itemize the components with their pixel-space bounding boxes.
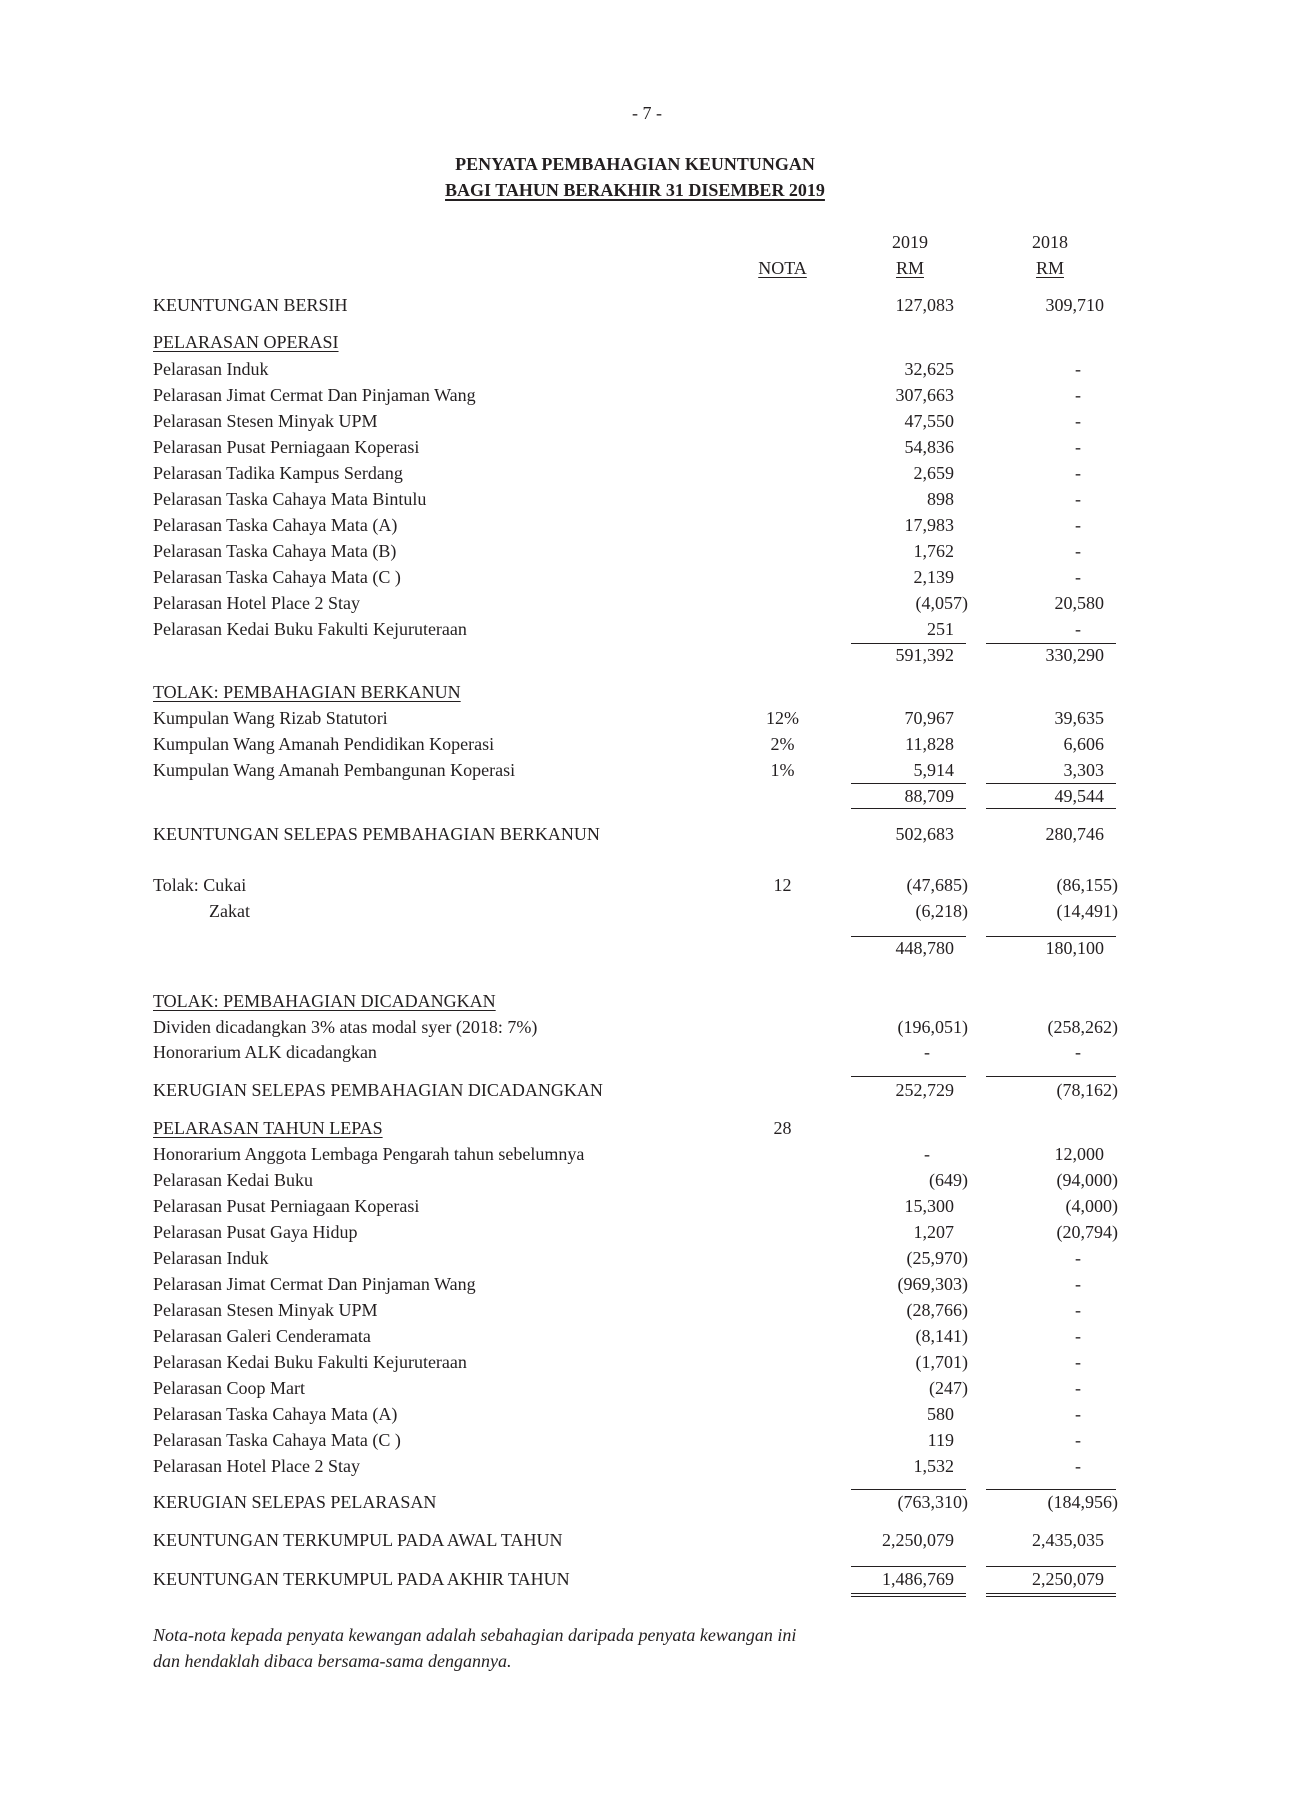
page-number: - 7 - [632,103,662,123]
statement-title: PENYATA PEMBAHAGIAN KEUNTUNGAN [455,154,815,174]
value-2018-text: (86,155 [1056,875,1112,895]
subtotal-rule-2019 [851,643,966,644]
col-header-2018: 2018 [1032,232,1068,252]
value-2019-text: 1,762 [913,541,954,561]
heading-prior-year-adjustments: PELARASAN TAHUN LEPAS [153,1118,383,1138]
total-rule-2018 [986,808,1116,809]
value-2018-text: 6,606 [1063,734,1104,754]
subtotal-rule-2018 [986,783,1116,784]
heading-statutory-distribution: TOLAK: PEMBAHAGIAN BERKANUN [153,682,461,702]
value-2019-text: (1,701 [915,1352,962,1372]
row-label: Pelarasan Stesen Minyak UPM [153,411,378,431]
subtotal-rule-2019 [851,936,966,937]
value-2018: - [1075,515,1081,535]
value-2018: (20,794) [1056,1222,1118,1242]
row-label: Pelarasan Galeri Cenderamata [153,1326,371,1346]
row-label: Pelarasan Pusat Perniagaan Koperasi [153,437,420,457]
value-2019 [820,761,962,779]
value-2019-text: 591,392 [895,645,954,665]
value-2019-text: (969,303 [897,1274,962,1294]
row-label: Pelarasan Hotel Place 2 Stay [153,593,360,613]
value-2018-text: 2,250,079 [1032,1569,1104,1589]
value-2019 [820,568,962,586]
value-2018: - [1075,1248,1081,1268]
value-2018-text: (4,000 [1065,1196,1112,1216]
value-2019-text: 307,663 [895,385,954,405]
value-2019 [820,1431,962,1449]
value-2019: (247) [929,1378,968,1398]
value-2018: - [1075,411,1081,431]
value-2018-text: 280,746 [1045,824,1104,844]
value-2019-text: 1,207 [913,1222,954,1242]
double-rule-2019 [851,1593,966,1597]
row-zakat-label: Zakat [209,901,250,921]
value-2018-text: 39,635 [1054,708,1104,728]
heading-operational-adjustments: PELARASAN OPERASI [153,332,339,352]
value-2019-text: 2,250,079 [882,1530,954,1550]
value-2018-text: 49,544 [1054,786,1104,806]
value-2019-text: 2,139 [913,567,954,587]
value-2019-text: 17,983 [904,515,954,535]
value-2019 [820,1531,962,1549]
value-2018: - [1075,541,1081,561]
value-2019-text: (47,685 [906,875,962,895]
value-2018: (258,262) [1047,1017,1118,1037]
value-2019-text: 252,729 [895,1080,954,1100]
value-2018: (4,000) [1065,1196,1118,1216]
statement-period: BAGI TAHUN BERAKHIR 31 DISEMBER 2019 [445,180,825,200]
value-2018: - [1075,489,1081,509]
value-2019: (28,766) [906,1300,968,1320]
row-label: Honorarium ALK dicadangkan [153,1042,377,1062]
row-label: Pelarasan Pusat Gaya Hidup [153,1222,358,1242]
value-2019: (196,051) [897,1017,968,1037]
value-2019-text: (4,057 [915,593,962,613]
row-label: Pelarasan Induk [153,1248,269,1268]
value-2019-text: 2,659 [913,463,954,483]
footer-note-line1: Nota-nota kepada penyata kewangan adalah sebahagian daripada penyata kewangan ini [153,1625,797,1645]
value-2019 [820,360,962,378]
value-2019-text: 1,486,769 [882,1569,954,1589]
value-2018 [970,735,1112,753]
value-2018: - [1075,359,1081,379]
value-2018 [970,787,1112,805]
value-2019-text: 502,683 [895,824,954,844]
value-2019-text: 32,625 [904,359,954,379]
value-2018-text: (78,162 [1056,1080,1112,1100]
row-net-profit-label: KEUNTUNGAN BERSIH [153,295,348,315]
row-label: Dividen dicadangkan 3% atas modal syer (2018: 7%) [153,1017,538,1037]
total-rule-2019 [851,808,966,809]
subtotal-rule-2018 [986,1489,1116,1490]
value-2019: (6,218) [915,901,968,921]
value-2019: - [924,1042,930,1062]
row-profit-after-statutory-label: KEUNTUNGAN SELEPAS PEMBAHAGIAN BERKANUN [153,824,600,844]
value-2018-text: 20,580 [1054,593,1104,613]
value-2019-text: 5,914 [913,760,954,780]
value-2019-text: 119 [927,1430,954,1450]
value-2019 [820,438,962,456]
row-label: Pelarasan Kedai Buku Fakulti Kejuruteraan [153,1352,467,1372]
value-2018-text: (184,956 [1047,1492,1112,1512]
row-label: Kumpulan Wang Rizab Statutori [153,708,388,728]
value-2019 [820,620,962,638]
value-2019 [820,464,962,482]
value-2019 [820,787,962,805]
row-label: Pelarasan Jimat Cermat Dan Pinjaman Wang [153,385,476,405]
value-2018 [970,939,1112,957]
value-2019-text: 47,550 [904,411,954,431]
value-2019: (8,141) [915,1326,968,1346]
double-rule-2018 [986,1593,1116,1597]
value-2019: (25,970) [906,1248,968,1268]
row-label: Pelarasan Taska Cahaya Mata (C ) [153,1430,401,1450]
row-loss-after-proposed-label: KERUGIAN SELEPAS PEMBAHAGIAN DICADANGKAN [153,1080,603,1100]
row-label: Kumpulan Wang Amanah Pembangunan Koperasi [153,760,516,780]
nota-value: 12 [773,875,792,895]
value-2019 [820,1197,962,1215]
value-2018: - [1075,1430,1081,1450]
value-2019 [820,735,962,753]
value-2018: (86,155) [1056,875,1118,895]
value-2018: - [1075,1378,1081,1398]
value-2018-text: 2,435,035 [1032,1530,1104,1550]
value-2019: (47,685) [906,875,968,895]
value-2018: - [1075,1352,1081,1372]
value-2018-text: 180,100 [1045,938,1104,958]
value-2019-text: 15,300 [904,1196,954,1216]
value-2018: - [1075,1042,1081,1062]
value-2018 [970,1570,1112,1588]
value-2018 [970,825,1112,843]
row-label: Pelarasan Taska Cahaya Mata (C ) [153,567,401,587]
value-2019-text: (763,310 [897,1492,962,1512]
value-2019 [820,646,962,664]
subtotal-rule-2019 [851,1489,966,1490]
value-2018-text: (94,000 [1056,1170,1112,1190]
value-2019 [820,490,962,508]
row-loss-after-adjustments-label: KERUGIAN SELEPAS PELARASAN [153,1492,437,1512]
value-2018: - [1075,437,1081,457]
heading-proposed-distribution: TOLAK: PEMBAHAGIAN DICADANGKAN [153,991,496,1011]
value-2018: - [1075,1300,1081,1320]
value-2019-text: (247 [929,1378,962,1398]
value-2019-text: 1,532 [913,1456,954,1476]
value-2019: (649) [929,1170,968,1190]
value-2018: - [1075,463,1081,483]
row-label: Pelarasan Jimat Cermat Dan Pinjaman Wang [153,1274,476,1294]
row-label: Pelarasan Stesen Minyak UPM [153,1300,378,1320]
subtotal-rule-2018 [986,643,1116,644]
value-2019: (763,310) [897,1492,968,1512]
subtotal-rule-2019 [851,783,966,784]
value-2019-text: (196,051 [897,1017,962,1037]
row-label: Pelarasan Taska Cahaya Mata Bintulu [153,489,427,509]
row-retained-opening-label: KEUNTUNGAN TERKUMPUL PADA AWAL TAHUN [153,1530,563,1550]
value-2019 [820,386,962,404]
value-2019-text: (28,766 [906,1300,962,1320]
value-2018-text: 330,290 [1045,645,1104,665]
value-2019 [820,1223,962,1241]
value-2019-text: (6,218 [915,901,962,921]
value-2019: (4,057) [915,593,968,613]
row-label: Pelarasan Taska Cahaya Mata (A) [153,515,398,535]
value-2018-text: 3,303 [1063,760,1104,780]
col-header-2019: 2019 [892,232,928,252]
value-2018-text: 309,710 [1045,295,1104,315]
subtotal-rule-2018 [986,1076,1116,1077]
value-2018 [970,296,1112,314]
nota-value: 1% [770,760,795,780]
value-2018 [970,646,1112,664]
value-2019 [820,1570,962,1588]
row-label: Pelarasan Taska Cahaya Mata (A) [153,1404,398,1424]
value-2018-text: 12,000 [1054,1144,1104,1164]
row-label: Kumpulan Wang Amanah Pendidikan Koperasi [153,734,495,754]
col-header-rm-2018: RM [1035,258,1064,278]
value-2018: - [1075,385,1081,405]
value-2019-text: 127,083 [895,295,954,315]
value-2018 [970,1145,1112,1163]
value-2019-text: 11,828 [905,734,954,754]
value-2018: - [1075,1326,1081,1346]
value-2018: - [1075,1456,1081,1476]
nota-value: 28 [773,1118,792,1138]
value-2019-text: (649 [929,1170,962,1190]
row-label: Pelarasan Kedai Buku Fakulti Kejuruteraan [153,619,467,639]
value-2018: - [1075,567,1081,587]
value-2019-text: 580 [927,1404,954,1424]
nota-value: 2% [770,734,795,754]
value-2019-text: 448,780 [895,938,954,958]
row-label: Pelarasan Hotel Place 2 Stay [153,1456,360,1476]
value-2019 [820,542,962,560]
row-label: Pelarasan Taska Cahaya Mata (B) [153,541,397,561]
value-2018: (94,000) [1056,1170,1118,1190]
row-label: Pelarasan Pusat Perniagaan Koperasi [153,1196,420,1216]
footer-note-line2: dan hendaklah dibaca bersama-sama dengannya. [153,1651,512,1671]
row-retained-closing-label: KEUNTUNGAN TERKUMPUL PADA AKHIR TAHUN [153,1569,570,1589]
value-2019-text: 898 [927,489,954,509]
value-2018 [970,761,1112,779]
value-2019 [820,1405,962,1423]
value-2018 [970,594,1112,612]
col-header-rm-2019: RM [895,258,924,278]
value-2019 [820,825,962,843]
value-2018: - [1075,619,1081,639]
subtotal-rule-2018 [986,1566,1116,1567]
subtotal-rule-2018 [986,936,1116,937]
value-2018-text: (258,262 [1047,1017,1112,1037]
value-2018: (184,956) [1047,1492,1118,1512]
value-2018 [970,1531,1112,1549]
value-2018-text: (20,794 [1056,1222,1112,1242]
value-2019-text: 251 [927,619,954,639]
value-2019 [820,412,962,430]
value-2019 [820,939,962,957]
value-2019-text: 88,709 [904,786,954,806]
row-label: Pelarasan Tadika Kampus Serdang [153,463,403,483]
value-2018-text: (14,491 [1056,901,1112,921]
row-label: Pelarasan Coop Mart [153,1378,305,1398]
row-tax-label: Tolak: Cukai [153,875,247,895]
col-header-nota: NOTA [758,258,807,278]
value-2018: - [1075,1274,1081,1294]
value-2019: - [924,1144,930,1164]
value-2019-text: 54,836 [904,437,954,457]
value-2018 [970,709,1112,727]
value-2019 [820,709,962,727]
value-2019: (1,701) [915,1352,968,1372]
value-2019-text: (8,141 [915,1326,962,1346]
subtotal-rule-2019 [851,1566,966,1567]
row-label: Pelarasan Induk [153,359,269,379]
value-2019-text: 70,967 [904,708,954,728]
subtotal-rule-2019 [851,1076,966,1077]
value-2019-text: (25,970 [906,1248,962,1268]
value-2018: (78,162) [1056,1080,1118,1100]
row-label: Honorarium Anggota Lembaga Pengarah tahun sebelumnya [153,1144,585,1164]
value-2018: - [1075,1404,1081,1424]
value-2019 [820,516,962,534]
value-2018: (14,491) [1056,901,1118,921]
value-2019 [820,1457,962,1475]
nota-value: 12% [766,708,799,728]
value-2019 [820,1081,962,1099]
row-label: Pelarasan Kedai Buku [153,1170,313,1190]
value-2019: (969,303) [897,1274,968,1294]
value-2019 [820,296,962,314]
